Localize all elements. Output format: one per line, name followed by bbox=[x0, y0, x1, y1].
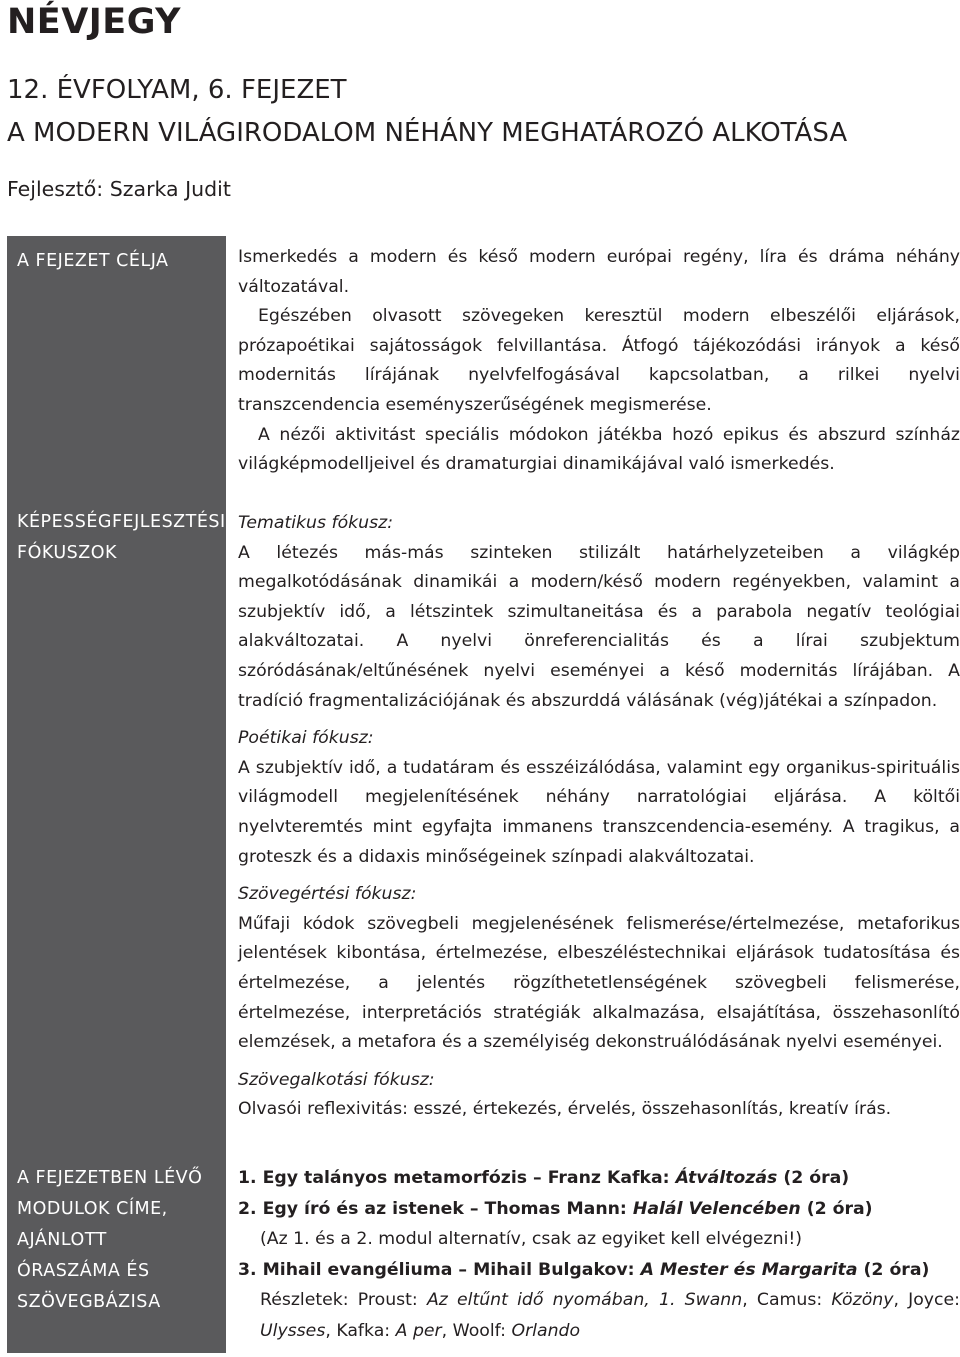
excerpt-author: , Kafka: bbox=[325, 1320, 396, 1341]
sidebar-label-line: ÓRASZÁMA ÉS bbox=[17, 1261, 150, 1281]
developer-credit: Fejlesztő: Szarka Judit bbox=[7, 177, 231, 201]
sidebar-label-focuses bbox=[17, 507, 226, 569]
module-excerpts bbox=[238, 1285, 960, 1346]
focuses-section bbox=[238, 509, 960, 1125]
module-hours: (2 óra) bbox=[777, 1168, 850, 1188]
sidebar-label-line: MODULOK CÍME, bbox=[17, 1199, 168, 1219]
goal-paragraph: A nézői aktivitást speciális módokon játékba hozó epikus és abszurd színház világképmodelljeivel és dramaturgiai dinamikájával való ismerkedés. bbox=[238, 424, 960, 475]
grade-chapter-heading: 12. ÉVFOLYAM, 6. FEJEZET bbox=[7, 75, 347, 105]
poetic-focus-title: Poétikai fókusz: bbox=[238, 728, 374, 749]
excerpt-work: Orlando bbox=[511, 1320, 581, 1341]
module-note: (Az 1. és a 2. modul alternatív, csak az egyiket kell elvégezni!) bbox=[260, 1229, 803, 1249]
sidebar-label-line: AJÁNLOTT bbox=[17, 1230, 107, 1250]
module-item bbox=[238, 1163, 960, 1194]
sidebar-label-line: A FEJEZETBEN LÉVŐ bbox=[17, 1168, 203, 1188]
comprehension-focus-text: Műfaji kódok szövegbeli megjelenésének felismerése/értelmezése, metaforikus jelentések kibontása, értelmezése, elbeszéléstechnikai eljárások tudatosítása és értelmezése, a jelentés rögzíthetetlenségének szövegbeli felismerése, értelmezése, interpretációs stratégiák alkalmazása, elsajátítása, összehasonlító elemzések, a metafora és a személyiség dekonstruálódásának nyelvi eseményei. bbox=[238, 913, 960, 1053]
module-work: A Mester és Margarita bbox=[640, 1259, 858, 1280]
module-hours: (2 óra) bbox=[857, 1259, 930, 1280]
sidebar-label-goal: A FEJEZET CÉLJA bbox=[17, 251, 169, 271]
chapter-title: A MODERN VILÁGIRODALOM NÉHÁNY MEGHATÁROZÓ ALKOTÁSA bbox=[7, 118, 848, 148]
module-work: Átváltozás bbox=[675, 1168, 778, 1188]
sidebar-label-line: SZÖVEGBÁZISA bbox=[17, 1292, 161, 1312]
sidebar-label-modules bbox=[17, 1163, 222, 1318]
module-title: 1. Egy talányos metamorfózis – Franz Kafka: bbox=[238, 1168, 676, 1188]
goal-paragraph: Egészében olvasott szövegeken keresztül modern elbeszélői eljárások, prózapoétikai sajátosságok felvillantása. Átfogó tájékozódási irányok a késő modernitás lírájának nyelvfelfogásával kapcsolatban, a rilkei nyelvi transzcendencia eseményszerűségének megismerése. bbox=[238, 306, 960, 415]
module-work: Halál Velencében bbox=[632, 1198, 801, 1219]
module-hours: (2 óra) bbox=[800, 1198, 873, 1219]
poetic-focus-text: A szubjektív idő, a tudatáram és esszéizálódása, valamint egy organikus-spirituális világmodell megjelenítésének néhány narratológiai eljárása. A költői nyelvteremtés mint egyfajta immanens transzcendencia-esemény. A tragikus, a groteszk és a didaxis minőségeinek színpadi alakváltozatai. bbox=[238, 757, 960, 867]
module-item bbox=[238, 1255, 960, 1286]
excerpt-author: , Woolf: bbox=[441, 1320, 512, 1341]
excerpt-author: , Camus: bbox=[742, 1290, 832, 1310]
module-item bbox=[238, 1194, 960, 1225]
excerpt-work: Közöny bbox=[831, 1290, 894, 1310]
page-title: NÉVJEGY bbox=[7, 2, 182, 42]
excerpt-work: Ulysses bbox=[260, 1320, 326, 1341]
module-title: 2. Egy író és az istenek – Thomas Mann: bbox=[238, 1198, 633, 1219]
excerpt-author: , Joyce: bbox=[893, 1290, 960, 1310]
excerpt-work: A per bbox=[395, 1320, 442, 1341]
composition-focus-title: Szövegalkotási fókusz: bbox=[238, 1069, 435, 1090]
goal-paragraph: Ismerkedés a modern és késő modern európai regény, líra és dráma néhány változatával. bbox=[238, 247, 960, 297]
sidebar-label-line: KÉPESSÉGFEJLESZTÉSI bbox=[17, 512, 226, 532]
comprehension-focus-title: Szövegértési fókusz: bbox=[238, 884, 417, 905]
composition-focus-text: Olvasói reflexivitás: esszé, értekezés, érvelés, összehasonlítás, kreatív írás. bbox=[238, 1099, 892, 1120]
goal-section bbox=[238, 243, 960, 480]
module-title: 3. Mihail evangéliuma – Mihail Bulgakov: bbox=[238, 1259, 641, 1280]
thematic-focus-text: A létezés más-más szinteken stilizált határhelyzeteiben a világkép megalkotódásának dinamikái a modern/késő modern regényekben, valamint a szubjektív idő, a létszintek szimultaneitása és a parabola negatív teológiai alakváltozatai. A nyelvi önreferencialitás és a lírai szubjektum szóródásának/eltűnésének nyelvi eseményei a késő modernitás lírájában. A tradíció fragmentalizációjának és abszurddá válásának (vég)játékai a színpadon. bbox=[238, 542, 960, 711]
modules-section bbox=[238, 1163, 960, 1346]
sidebar-label-line: FÓKUSZOK bbox=[17, 543, 118, 563]
thematic-focus-title: Tematikus fókusz: bbox=[238, 513, 394, 533]
excerpt-work: Az eltűnt idő nyomában, 1. Swann bbox=[426, 1290, 743, 1310]
sidebar bbox=[7, 236, 226, 1353]
excerpt-label: Részletek: Proust: bbox=[260, 1290, 427, 1310]
